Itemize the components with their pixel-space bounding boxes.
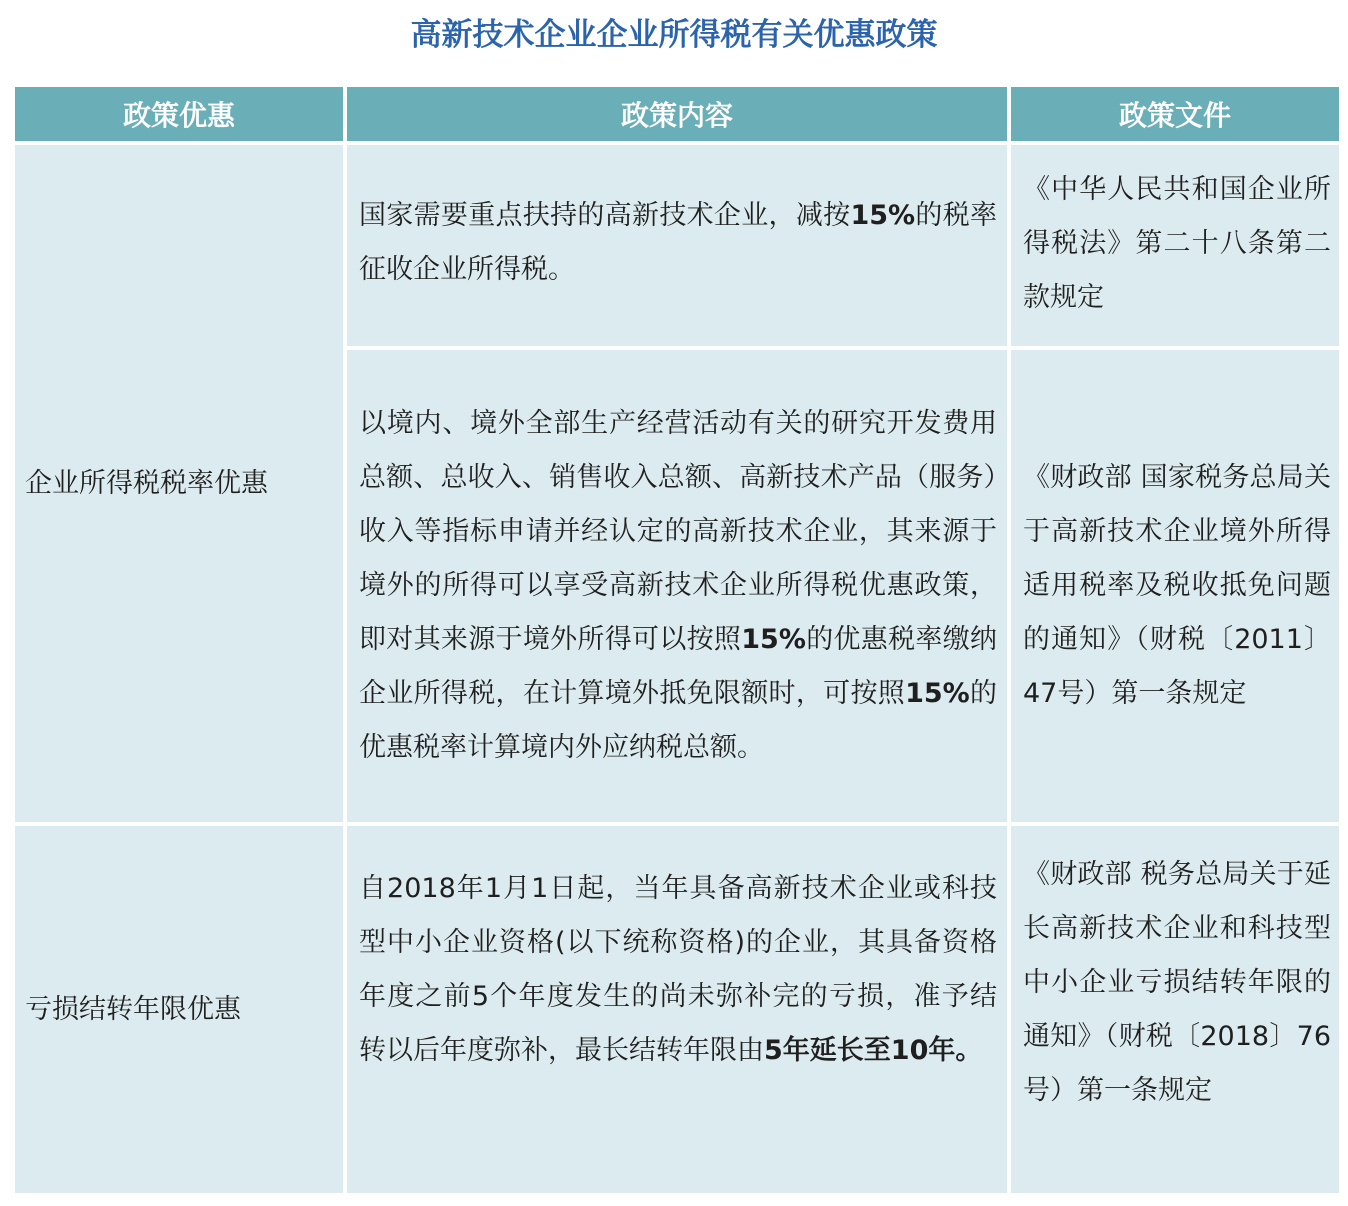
policy-content-text bbox=[359, 862, 997, 1078]
header-benefit: 政策优惠 bbox=[13, 85, 345, 143]
content-segment: 自2018年1月1日起，当年具备高新技术企业或科技型中小企业资格(以下统称资格)的企业，其具备资格年度之前5个年度发生的尚未弥补完的亏损，准予结转以后年度弥补，最长结转年限由 bbox=[359, 873, 997, 1066]
policy-document-text: 《财政部 税务总局关于延长高新技术企业和科技型中小企业亏损结转年限的通知》（财税〔2018〕76号）第一条规定 bbox=[1023, 859, 1331, 1106]
policy-content-text bbox=[359, 189, 997, 297]
document-cell bbox=[1009, 348, 1341, 824]
content-cell bbox=[345, 824, 1009, 1195]
benefit-label: 企业所得税税率优惠 bbox=[25, 467, 268, 499]
header-document: 政策文件 bbox=[1009, 85, 1341, 143]
content-segment-bold: 15% bbox=[905, 678, 970, 709]
table-row bbox=[13, 143, 1341, 348]
content-cell bbox=[345, 143, 1009, 348]
document-cell bbox=[1009, 824, 1341, 1195]
document-cell bbox=[1009, 143, 1341, 348]
content-segment: 以境内、境外全部生产经营活动有关的研究开发费用总额、总收入、销售收入总额、高新技术产品（服务）收入等指标申请并经认定的高新技术企业，其来源于境外的所得可以享受高新技术企业所得税优惠政策，即对其来源于境外所得可以按照 bbox=[359, 408, 997, 655]
content-segment: 的优惠税率计算境内外应纳税总额。 bbox=[359, 678, 998, 763]
content-segment: 的税率征收企业所得税。 bbox=[359, 200, 998, 285]
benefit-cell-tax-rate bbox=[13, 143, 345, 824]
table-header-row bbox=[13, 85, 1341, 143]
header-content: 政策内容 bbox=[345, 85, 1009, 143]
page-title: 高新技术企业企业所得税有关优惠政策 bbox=[410, 17, 938, 53]
content-segment-bold: 5年延长至10年。 bbox=[764, 1035, 983, 1066]
benefit-cell-loss-carryforward bbox=[13, 824, 345, 1195]
table-row bbox=[13, 824, 1341, 1195]
policy-document-text: 《中华人民共和国企业所得税法》第二十八条第二款规定 bbox=[1023, 174, 1331, 313]
content-segment: 国家需要重点扶持的高新技术企业，减按 bbox=[359, 200, 851, 231]
content-segment: 的优惠税率缴纳企业所得税，在计算境外抵免限额时，可按照 bbox=[359, 624, 998, 709]
content-segment-bold: 15% bbox=[741, 624, 806, 655]
content-cell bbox=[345, 348, 1009, 824]
policy-document-text: 《财政部 国家税务总局关于高新技术企业境外所得适用税率及税收抵免问题的通知》（财税〔2011〕47号）第一条规定 bbox=[1023, 462, 1331, 709]
policy-table bbox=[11, 83, 1343, 1197]
content-segment-bold: 15% bbox=[850, 200, 916, 231]
benefit-label: 亏损结转年限优惠 bbox=[25, 993, 241, 1025]
policy-content-text bbox=[359, 397, 997, 775]
